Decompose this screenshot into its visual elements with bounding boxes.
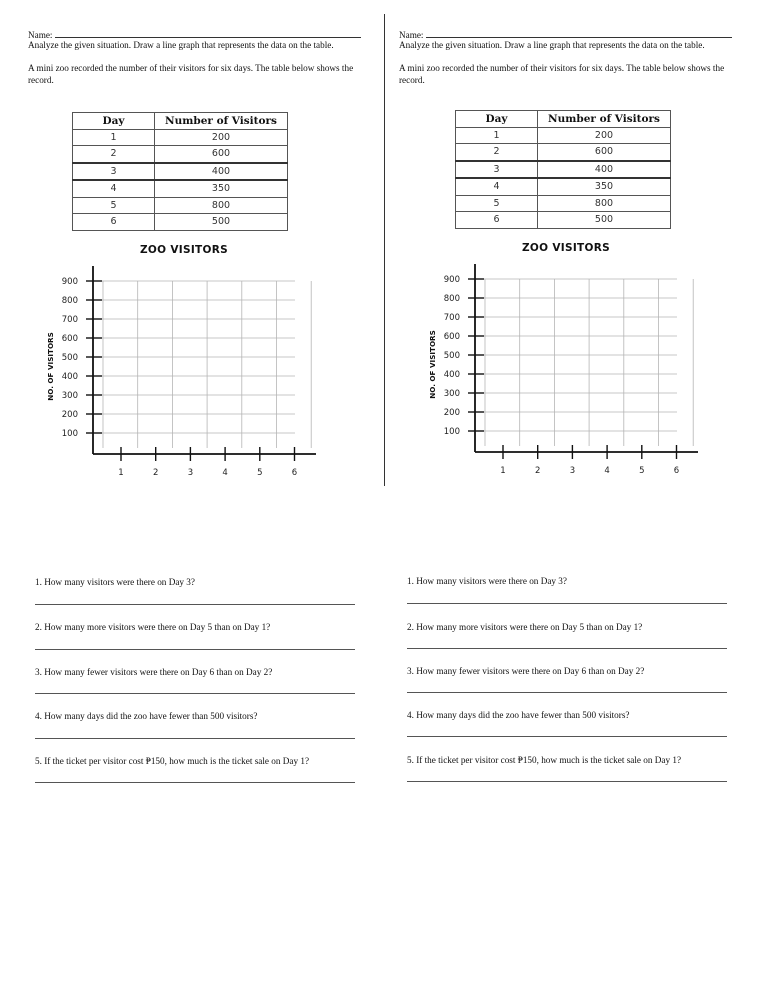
name-label: Name: <box>399 30 424 40</box>
name-label: Name: <box>28 30 53 40</box>
name-field[interactable] <box>399 29 732 40</box>
table-cell-day: 2 <box>456 144 538 161</box>
x-tick-label: 3 <box>187 468 194 478</box>
x-tick-label: 3 <box>569 466 576 476</box>
table-cell-visitors: 500 <box>538 212 671 229</box>
question-4: 4. How many days did the zoo have fewer than 500 visitors? <box>407 710 630 720</box>
x-tick-label: 6 <box>291 468 298 478</box>
table-row <box>456 178 671 195</box>
zoo-visitors-graph[interactable] <box>40 264 330 484</box>
table-row <box>73 129 288 146</box>
table-row <box>73 214 288 231</box>
name-blank[interactable] <box>55 29 361 38</box>
table-cell-day: 4 <box>73 180 155 197</box>
y-tick-label: 100 <box>61 429 78 439</box>
table-header-visitors: Number of Visitors <box>155 113 288 130</box>
y-tick-label: 400 <box>443 370 460 380</box>
table-cell-visitors: 200 <box>155 129 288 146</box>
table-row <box>456 127 671 144</box>
y-tick-label: 300 <box>61 391 78 401</box>
y-tick-label: 700 <box>61 315 78 325</box>
x-tick-label: 6 <box>673 466 680 476</box>
y-tick-label: 500 <box>443 351 460 361</box>
name-blank[interactable] <box>426 29 732 38</box>
table-row <box>456 195 671 212</box>
y-tick-label: 100 <box>443 427 460 437</box>
x-tick-label: 1 <box>500 466 506 476</box>
table-cell-visitors: 350 <box>155 180 288 197</box>
x-tick-label: 2 <box>152 468 159 478</box>
question-5: 5. If the ticket per visitor cost ₱150, how much is the ticket sale on Day 1? <box>35 756 310 766</box>
y-tick-label: 400 <box>61 372 78 382</box>
y-tick-label: 900 <box>61 277 78 287</box>
table-row <box>73 146 288 163</box>
y-tick-label: 700 <box>443 313 460 323</box>
table-cell-visitors: 400 <box>155 163 288 181</box>
x-tick-label: 4 <box>604 466 610 476</box>
y-tick-label: 800 <box>61 296 78 306</box>
table-row <box>73 180 288 197</box>
y-tick-label: 200 <box>61 410 78 420</box>
table-cell-day: 5 <box>73 197 155 214</box>
table-row <box>73 163 288 181</box>
question-1: 1. How many visitors were there on Day 3? <box>35 577 195 587</box>
table-cell-day: 3 <box>73 163 155 181</box>
table-header-day: Day <box>73 113 155 130</box>
table-header-visitors: Number of Visitors <box>538 111 671 128</box>
answer-line-5[interactable] <box>407 781 727 782</box>
visitors-table <box>72 112 288 231</box>
answer-line-4[interactable] <box>35 738 355 739</box>
zoo-visitors-graph[interactable] <box>422 262 712 482</box>
table-cell-visitors: 200 <box>538 127 671 144</box>
table-cell-visitors: 500 <box>155 214 288 231</box>
answer-line-5[interactable] <box>35 782 355 783</box>
situation-text: A mini zoo recorded the number of their visitors for six days. The table below shows the record. <box>28 63 354 85</box>
table-cell-day: 6 <box>456 212 538 229</box>
table-cell-day: 2 <box>73 146 155 163</box>
instruction-text: Analyze the given situation. Draw a line graph that represents the data on the table. <box>399 40 705 50</box>
chart-title: ZOO VISITORS <box>522 242 610 254</box>
table-cell-day: 3 <box>456 161 538 179</box>
y-tick-label: 600 <box>61 334 78 344</box>
question-3: 3. How many fewer visitors were there on Day 6 than on Day 2? <box>35 667 273 677</box>
x-tick-label: 1 <box>118 468 124 478</box>
answer-line-4[interactable] <box>407 736 727 737</box>
table-cell-visitors: 800 <box>155 197 288 214</box>
visitors-table <box>455 110 671 229</box>
question-4: 4. How many days did the zoo have fewer than 500 visitors? <box>35 711 258 721</box>
y-tick-label: 500 <box>61 353 78 363</box>
x-tick-label: 5 <box>257 468 263 478</box>
table-row <box>456 161 671 179</box>
question-2: 2. How many more visitors were there on Day 5 than on Day 1? <box>407 622 643 632</box>
chart-title: ZOO VISITORS <box>140 244 228 256</box>
table-header-day: Day <box>456 111 538 128</box>
worksheet-right <box>384 0 768 1006</box>
x-tick-label: 5 <box>639 466 645 476</box>
y-axis-label: NO. OF VISITORS <box>46 332 55 401</box>
table-cell-visitors: 350 <box>538 178 671 195</box>
table-row <box>456 144 671 161</box>
table-cell-day: 1 <box>73 129 155 146</box>
question-2: 2. How many more visitors were there on Day 5 than on Day 1? <box>35 622 271 632</box>
answer-line-2[interactable] <box>407 648 727 649</box>
table-cell-day: 6 <box>73 214 155 231</box>
y-tick-label: 800 <box>443 294 460 304</box>
answer-line-2[interactable] <box>35 649 355 650</box>
answer-line-1[interactable] <box>407 603 727 604</box>
answer-line-3[interactable] <box>35 693 355 694</box>
question-3: 3. How many fewer visitors were there on Day 6 than on Day 2? <box>407 666 645 676</box>
question-1: 1. How many visitors were there on Day 3? <box>407 576 567 586</box>
table-cell-visitors: 600 <box>155 146 288 163</box>
table-cell-visitors: 800 <box>538 195 671 212</box>
y-tick-label: 300 <box>443 389 460 399</box>
table-row <box>73 197 288 214</box>
answer-line-1[interactable] <box>35 604 355 605</box>
y-tick-label: 900 <box>443 275 460 285</box>
name-field[interactable] <box>28 29 361 40</box>
table-cell-day: 5 <box>456 195 538 212</box>
y-axis-label: NO. OF VISITORS <box>428 330 437 399</box>
table-row <box>456 212 671 229</box>
table-cell-visitors: 600 <box>538 144 671 161</box>
x-tick-label: 2 <box>534 466 541 476</box>
situation-text: A mini zoo recorded the number of their visitors for six days. The table below shows the record. <box>399 63 725 85</box>
x-tick-label: 4 <box>222 468 228 478</box>
table-cell-day: 4 <box>456 178 538 195</box>
y-tick-label: 600 <box>443 332 460 342</box>
question-5: 5. If the ticket per visitor cost ₱150, how much is the ticket sale on Day 1? <box>407 755 682 765</box>
y-tick-label: 200 <box>443 408 460 418</box>
instruction-text: Analyze the given situation. Draw a line graph that represents the data on the table. <box>28 40 334 50</box>
answer-line-3[interactable] <box>407 692 727 693</box>
table-cell-day: 1 <box>456 127 538 144</box>
table-cell-visitors: 400 <box>538 161 671 179</box>
